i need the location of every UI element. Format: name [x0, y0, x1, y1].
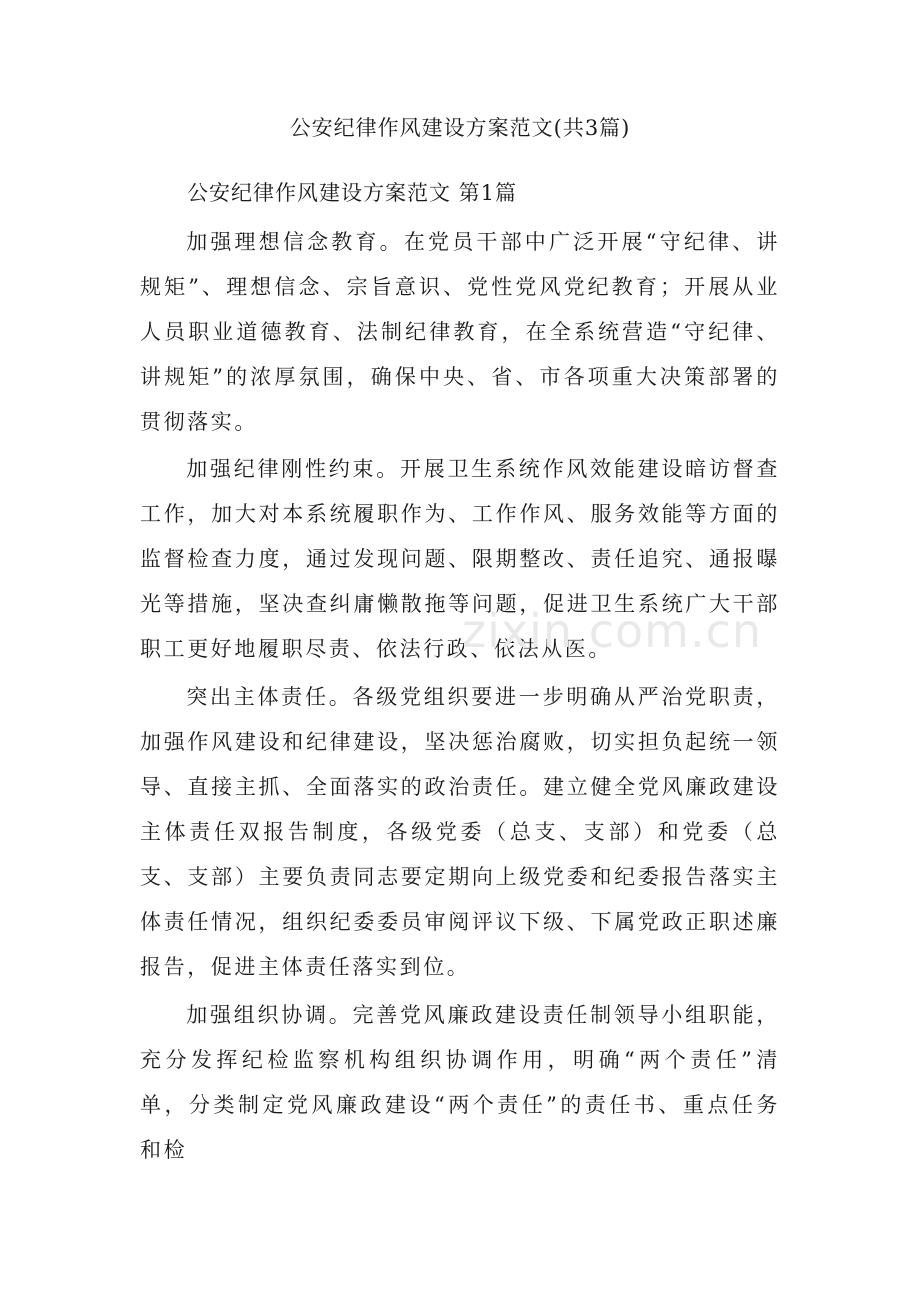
paragraph-discipline-constraint: 加强纪律刚性约束。开展卫生系统作风效能建设暗访督查工作，加大对本系统履职作为、工作作风、服务效能等方面的监督检查力度，通过发现问题、限期整改、责任追究、通报曝光等措施，坚决查纠庸懒散拖等问题，促进卫生系统广大干部职工更好地履职尽责、依法行政、依法从医。	[140, 457, 780, 661]
watermark-text: zixin.com.cn	[462, 604, 763, 658]
section-heading: 公安纪律作风建设方案范文 第1篇	[187, 181, 518, 205]
paragraph-main-responsibility: 突出主体责任。各级党组织要进一步明确从严治党职责，加强作风建设和纪律建设，坚决惩治腐败，切实担负起统一领导、直接主抓、全面落实的政治责任。建立健全党风廉政建设主体责任双报告制度，各级党委（总支、支部）和党委（总支、支部）主要负责同志要定期向上级党委和纪委报告落实主体责任情况，组织纪委委员审阅评议下级、下属党政正职述廉报告，促进主体责任落实到位。	[140, 685, 780, 979]
document-title: 公安纪律作风建设方案范文(共3篇)	[289, 116, 631, 140]
paragraph-ideals-education: 加强理想信念教育。在党员干部中广泛开展“守纪律、讲规矩”、理想信念、宗旨意识、党性党风党纪教育；开展从业人员职业道德教育、法制纪律教育，在全系统营造“守纪律、讲规矩”的浓厚氛围，确保中央、省、市各项重大决策部署的贯彻落实。	[140, 230, 780, 434]
document-body	[140, 220, 780, 1175]
paragraph-organization-coordination: 加强组织协调。完善党风廉政建设责任制领导小组职能，充分发挥纪检监察机构组织协调作用，明确“两个责任”清单，分类制定党风廉政建设“两个责任”的责任书、重点任务和检	[140, 1003, 780, 1162]
